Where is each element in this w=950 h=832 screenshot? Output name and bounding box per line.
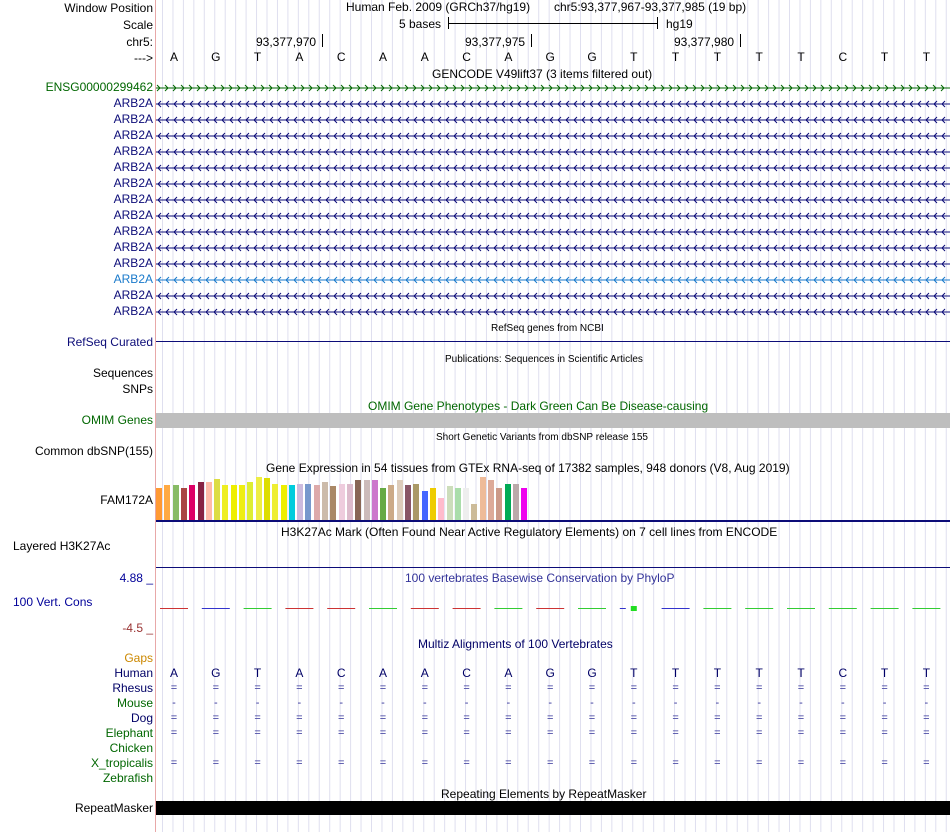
gtex-bar[interactable] bbox=[289, 485, 295, 521]
alignment-cell: = bbox=[463, 727, 470, 739]
alignment-cell: = bbox=[337, 727, 345, 739]
gtex-bar[interactable] bbox=[297, 484, 303, 521]
species-label-mouse[interactable]: Mouse bbox=[116, 696, 153, 710]
coord-tick-2 bbox=[531, 34, 532, 47]
alignment-cell: = bbox=[170, 757, 178, 769]
alignment-cell: = bbox=[630, 712, 638, 724]
phylop-mark bbox=[160, 608, 188, 609]
gtex-bar[interactable] bbox=[156, 488, 162, 521]
alignment-cell: = bbox=[672, 712, 679, 724]
gtex-bar[interactable] bbox=[339, 484, 345, 521]
gtex-bar[interactable] bbox=[422, 491, 428, 521]
gencode-label-arb2a[interactable]: ARB2A bbox=[113, 128, 153, 142]
phylop-mark bbox=[662, 608, 690, 609]
gtex-bar[interactable] bbox=[222, 485, 228, 521]
alignment-cell: = bbox=[672, 757, 679, 769]
gtex-gene-line bbox=[156, 520, 950, 522]
alignment-cell: = bbox=[296, 757, 303, 769]
phylop-track-label[interactable]: 100 Vert. Cons bbox=[13, 595, 93, 609]
gencode-label-arb2a[interactable]: ARB2A bbox=[113, 144, 153, 158]
coord-2: 93,377,975 bbox=[465, 35, 526, 49]
gtex-bar[interactable] bbox=[447, 486, 453, 521]
alignment-cell: T bbox=[671, 666, 680, 680]
gencode-label-arb2a[interactable]: ARB2A bbox=[113, 240, 153, 254]
alignment-cell: = bbox=[881, 682, 888, 694]
gtex-bar[interactable] bbox=[247, 482, 253, 521]
alignment-cell: = bbox=[170, 682, 178, 694]
alignment-cell: = bbox=[421, 727, 429, 739]
sequence-base: T bbox=[755, 50, 763, 64]
phylop-mark bbox=[411, 608, 439, 609]
omim-title: OMIM Gene Phenotypes - Dark Green Can Be Disease-causing bbox=[368, 399, 709, 413]
alignment-cell: = bbox=[505, 682, 512, 694]
alignment-cell: G bbox=[211, 666, 221, 680]
phylop-mark bbox=[745, 608, 773, 609]
alignment-cell: A bbox=[504, 666, 513, 680]
phylop-mark bbox=[787, 608, 815, 609]
alignment-cell: - bbox=[381, 697, 385, 709]
alignment-cell: T bbox=[630, 666, 638, 680]
refseq-track-label[interactable]: RefSeq Curated bbox=[66, 335, 153, 349]
gtex-bar[interactable] bbox=[164, 485, 170, 521]
omim-bar[interactable] bbox=[156, 413, 950, 428]
sequence-base: C bbox=[462, 50, 471, 64]
scale-text: 5 bases bbox=[399, 17, 442, 31]
phylop-max-label: 4.88 _ bbox=[119, 571, 153, 585]
gencode-label-arb2a[interactable]: ARB2A bbox=[113, 272, 153, 286]
phylop-mark bbox=[912, 608, 940, 609]
sequence-base: T bbox=[797, 50, 805, 64]
alignment-cell: = bbox=[923, 757, 930, 769]
alignment-cell: = bbox=[212, 712, 220, 724]
sequence-base: A bbox=[420, 50, 429, 64]
window-position-label: Window Position bbox=[64, 1, 153, 15]
gtex-bar[interactable] bbox=[198, 482, 204, 521]
alignment-cell: = bbox=[546, 757, 554, 769]
phylop-mark bbox=[871, 608, 899, 609]
alignment-cell: = bbox=[254, 712, 261, 724]
alignment-cell: = bbox=[588, 682, 596, 694]
alignment-cell: = bbox=[337, 682, 345, 694]
gencode-title: GENCODE V49lift37 (3 items filtered out) bbox=[432, 67, 653, 81]
publications-title: Publications: Sequences in Scientific Articles bbox=[445, 354, 643, 365]
alignment-cell: = bbox=[546, 727, 554, 739]
dbsnp-track-label[interactable]: Common dbSNP(155) bbox=[34, 444, 153, 458]
strand-label: ---> bbox=[134, 51, 153, 65]
species-label-elephant[interactable]: Elephant bbox=[105, 726, 153, 740]
alignment-cell: - bbox=[924, 697, 929, 709]
alignment-cell: = bbox=[505, 757, 512, 769]
alignment-cell: - bbox=[673, 697, 678, 709]
species-label-zebrafish[interactable]: Zebrafish bbox=[102, 771, 153, 785]
alignment-cell: = bbox=[755, 727, 763, 739]
alignment-cell: = bbox=[839, 682, 847, 694]
gtex-bar[interactable] bbox=[405, 485, 411, 521]
sequence-base: A bbox=[295, 50, 304, 64]
species-label-x_tropicalis[interactable]: X_tropicalis bbox=[90, 756, 153, 770]
gtex-bar[interactable] bbox=[388, 485, 394, 521]
refseq-title: RefSeq genes from NCBI bbox=[491, 323, 604, 334]
gtex-bar[interactable] bbox=[239, 485, 245, 521]
alignment-cell: = bbox=[379, 682, 387, 694]
phylop-mark bbox=[578, 608, 606, 609]
gtex-bar[interactable] bbox=[314, 485, 320, 521]
gencode-label-arb2a[interactable]: ARB2A bbox=[113, 224, 153, 238]
alignment-cell: = bbox=[546, 682, 554, 694]
gencode-track[interactable] bbox=[156, 80, 950, 320]
alignment-cell: A bbox=[420, 666, 429, 680]
phylop-mark bbox=[829, 608, 857, 609]
repeatmasker-track-label[interactable]: RepeatMasker bbox=[74, 801, 153, 815]
alignment-cell: - bbox=[506, 697, 511, 709]
sequence-base: G bbox=[211, 50, 221, 64]
alignment-cell: = bbox=[630, 757, 638, 769]
scale-db: hg19 bbox=[666, 17, 693, 31]
alignment-cell: = bbox=[421, 682, 429, 694]
alignment-cell: = bbox=[755, 757, 763, 769]
alignment-cell: - bbox=[297, 697, 302, 709]
alignment-cell: = bbox=[296, 712, 303, 724]
sequence-base: A bbox=[504, 50, 513, 64]
alignment-cell: - bbox=[840, 697, 845, 709]
phylop-mark bbox=[620, 608, 626, 609]
phylop-title: 100 vertebrates Basewise Conservation by PhyloP bbox=[405, 571, 675, 585]
gtex-bar[interactable] bbox=[206, 482, 212, 521]
alignment-cell: - bbox=[172, 697, 176, 709]
h3k27ac-baseline bbox=[156, 567, 950, 568]
gtex-bar[interactable] bbox=[438, 498, 444, 521]
alignment-cell: = bbox=[588, 727, 596, 739]
gencode-label-arb2a[interactable]: ARB2A bbox=[113, 208, 153, 222]
alignment-cell: = bbox=[714, 682, 721, 694]
alignment-cell: = bbox=[881, 727, 888, 739]
gtex-bar[interactable] bbox=[513, 484, 519, 521]
gtex-bar[interactable] bbox=[380, 488, 386, 521]
gtex-bar[interactable] bbox=[264, 478, 270, 521]
alignment-cell: - bbox=[631, 697, 636, 709]
alignment-cell: = bbox=[421, 712, 429, 724]
alignment-cell: = bbox=[170, 727, 178, 739]
multiz-title: Multiz Alignments of 100 Vertebrates bbox=[418, 637, 613, 651]
sequence-base: T bbox=[713, 50, 722, 64]
alignment-cell: = bbox=[714, 727, 721, 739]
snps-track-label[interactable]: SNPs bbox=[122, 382, 153, 396]
alignment-cell: = bbox=[505, 727, 512, 739]
sequence-base: T bbox=[253, 50, 262, 64]
gtex-bar[interactable] bbox=[181, 488, 187, 521]
gtex-bar[interactable] bbox=[397, 480, 403, 521]
phylop-mark bbox=[327, 608, 355, 609]
phylop-peak bbox=[631, 606, 637, 611]
gencode-label-arb2a[interactable]: ARB2A bbox=[113, 304, 153, 318]
gencode-label-arb2a[interactable]: ARB2A bbox=[113, 112, 153, 126]
alignment-cell: = bbox=[839, 757, 847, 769]
sequence-base: T bbox=[880, 50, 889, 64]
gtex-bar[interactable] bbox=[281, 485, 287, 521]
species-label-chicken[interactable]: Chicken bbox=[109, 741, 153, 755]
track-labels bbox=[0, 0, 155, 832]
alignment-cell: = bbox=[212, 682, 220, 694]
scale-label: Scale bbox=[122, 18, 153, 32]
alignment-cell: = bbox=[714, 712, 721, 724]
alignment-cell: = bbox=[212, 727, 220, 739]
alignment-cell: = bbox=[296, 727, 303, 739]
alignment-cell: = bbox=[421, 757, 429, 769]
alignment-cell: = bbox=[379, 757, 387, 769]
sequence-base: A bbox=[378, 50, 387, 64]
alignment-cell: = bbox=[296, 682, 303, 694]
phylop-mark bbox=[453, 608, 481, 609]
alignment-cell: - bbox=[590, 697, 594, 709]
alignment-cell: T bbox=[253, 666, 262, 680]
species-label-human[interactable]: Human bbox=[114, 666, 153, 680]
gtex-bar[interactable] bbox=[521, 488, 527, 521]
gtex-title: Gene Expression in 54 tissues from GTEx RNA-seq of 17382 samples, 948 donors (V8, Aug 2019) bbox=[266, 461, 790, 475]
repeatmasker-bar[interactable] bbox=[156, 801, 950, 815]
gtex-bar[interactable] bbox=[256, 477, 262, 521]
alignment-cell: = bbox=[923, 712, 930, 724]
gencode-label-arb2a[interactable]: ARB2A bbox=[113, 256, 153, 270]
sequence-row bbox=[156, 50, 950, 64]
gtex-bar[interactable] bbox=[364, 480, 370, 521]
alignment-cell: = bbox=[881, 712, 888, 724]
gtex-bar[interactable] bbox=[488, 480, 494, 521]
sequence-base: G bbox=[587, 50, 597, 64]
gtex-bar[interactable] bbox=[272, 484, 278, 521]
dbsnp-title: Short Genetic Variants from dbSNP release 155 bbox=[436, 432, 648, 443]
alignment-cell: - bbox=[715, 697, 720, 709]
alignment-cell: = bbox=[337, 712, 345, 724]
gtex-bar[interactable] bbox=[455, 488, 461, 521]
alignment-cell: = bbox=[379, 727, 387, 739]
phylop-mark bbox=[703, 608, 731, 609]
alignment-cell: = bbox=[923, 727, 930, 739]
alignment-cell: = bbox=[797, 727, 805, 739]
alignment-cell: = bbox=[463, 712, 470, 724]
alignment-cell: = bbox=[672, 727, 679, 739]
alignment-cell: = bbox=[839, 712, 847, 724]
gtex-bar[interactable] bbox=[347, 484, 353, 521]
species-label-rhesus[interactable]: Rhesus bbox=[112, 681, 153, 695]
gtex-bar[interactable] bbox=[372, 480, 378, 521]
gtex-bar[interactable] bbox=[496, 488, 502, 521]
sequence-base: C bbox=[336, 50, 346, 64]
alignment-cell: A bbox=[378, 666, 387, 680]
gtex-bar[interactable] bbox=[471, 504, 477, 521]
alignment-cell: - bbox=[799, 697, 803, 709]
phylop-track[interactable] bbox=[156, 602, 950, 622]
gtex-bar[interactable] bbox=[430, 488, 436, 521]
phylop-mark bbox=[285, 608, 313, 609]
gtex-bar[interactable] bbox=[214, 479, 220, 521]
gaps-label: Gaps bbox=[124, 651, 153, 665]
species-label-dog[interactable]: Dog bbox=[130, 711, 153, 725]
alignment-cell: - bbox=[422, 697, 427, 709]
alignment-cell: = bbox=[170, 712, 178, 724]
phylop-mark bbox=[202, 608, 230, 609]
alignment-cell: = bbox=[672, 682, 679, 694]
assembly-title: Human Feb. 2009 (GRCh37/hg19) bbox=[346, 0, 531, 14]
gencode-label-arb2a[interactable]: ARB2A bbox=[113, 96, 153, 110]
gtex-bar[interactable] bbox=[173, 485, 179, 521]
gencode-label-arb2a[interactable]: ARB2A bbox=[113, 160, 153, 174]
alignment-cell: = bbox=[212, 757, 220, 769]
alignment-cell: = bbox=[254, 757, 261, 769]
alignment-cell: = bbox=[839, 727, 847, 739]
alignment-cell: T bbox=[713, 666, 722, 680]
h3k27ac-title: H3K27Ac Mark (Often Found Near Active Regulatory Elements) on 7 cell lines from ENCODE bbox=[281, 525, 778, 539]
gtex-bar[interactable] bbox=[189, 485, 195, 521]
chrom-label: chr5: bbox=[126, 35, 153, 49]
alignment-cell: C bbox=[838, 666, 848, 680]
gtex-bar[interactable] bbox=[305, 484, 311, 521]
coord-tick-1 bbox=[322, 34, 323, 47]
gtex-bar[interactable] bbox=[413, 484, 419, 521]
alignment-cell: C bbox=[336, 666, 346, 680]
sequence-base: T bbox=[922, 50, 931, 64]
alignment-cell: - bbox=[882, 697, 887, 709]
alignment-cell: T bbox=[797, 666, 805, 680]
alignment-cell: T bbox=[755, 666, 763, 680]
h3k27ac-track-label[interactable]: Layered H3K27Ac bbox=[13, 539, 111, 553]
alignment-cell: = bbox=[379, 712, 387, 724]
coord-3: 93,377,980 bbox=[674, 35, 735, 49]
phylop-mark bbox=[494, 608, 522, 609]
alignment-cell: = bbox=[463, 682, 470, 694]
alignment-cell: = bbox=[505, 712, 512, 724]
alignment-cell: G bbox=[545, 666, 555, 680]
alignment-cell: - bbox=[213, 697, 218, 709]
sequence-base: T bbox=[671, 50, 680, 64]
alignment-cell: T bbox=[880, 666, 889, 680]
alignment-cell: = bbox=[254, 727, 261, 739]
sequence-base: C bbox=[838, 50, 848, 64]
gtex-bar-chart[interactable] bbox=[156, 474, 950, 521]
alignment-cell: A bbox=[169, 666, 178, 680]
omim-track-label[interactable]: OMIM Genes bbox=[81, 413, 153, 427]
alignment-cell: = bbox=[630, 682, 638, 694]
position-text: chr5:93,377,967-93,377,985 (19 bp) bbox=[554, 0, 747, 14]
phylop-min-label: -4.5 _ bbox=[122, 621, 153, 635]
alignment-cell: = bbox=[630, 727, 638, 739]
gencode-label-arb2a[interactable]: ARB2A bbox=[113, 176, 153, 190]
alignment-cell: = bbox=[546, 712, 554, 724]
refseq-gene-line[interactable] bbox=[156, 341, 950, 342]
alignment-cell: = bbox=[588, 757, 596, 769]
alignment-cell: T bbox=[922, 666, 931, 680]
gencode-label-arb2a[interactable]: ARB2A bbox=[113, 288, 153, 302]
alignment-cell: - bbox=[339, 697, 344, 709]
alignment-cell: = bbox=[797, 682, 805, 694]
alignment-cell: G bbox=[587, 666, 597, 680]
alignment-cell: - bbox=[757, 697, 762, 709]
phylop-mark bbox=[244, 608, 272, 609]
alignment-cell: = bbox=[463, 757, 470, 769]
phylop-mark bbox=[536, 608, 564, 609]
gtex-bar[interactable] bbox=[463, 488, 469, 521]
alignment-cell: = bbox=[588, 712, 596, 724]
gtex-track-label[interactable]: FAM172A bbox=[100, 493, 153, 507]
alignment-cell: = bbox=[714, 757, 721, 769]
sequences-track-label[interactable]: Sequences bbox=[92, 366, 153, 380]
alignment-cell: = bbox=[755, 712, 763, 724]
alignment-cell: = bbox=[797, 757, 805, 769]
coord-tick-3 bbox=[740, 34, 741, 47]
alignment-cell: C bbox=[462, 666, 471, 680]
gtex-bar[interactable] bbox=[355, 480, 361, 521]
gencode-label-arb2a[interactable]: ARB2A bbox=[113, 192, 153, 206]
coord-1: 93,377,970 bbox=[256, 35, 317, 49]
alignment-cell: - bbox=[464, 697, 469, 709]
alignment-cell: = bbox=[797, 712, 805, 724]
gencode-label-ensg[interactable]: ENSG00000299462 bbox=[45, 80, 153, 94]
gtex-bar[interactable] bbox=[231, 485, 237, 521]
sequence-base: A bbox=[169, 50, 178, 64]
gtex-bar[interactable] bbox=[480, 477, 486, 521]
sequence-base: G bbox=[545, 50, 555, 64]
alignment-cell: A bbox=[295, 666, 304, 680]
alignment-cell: = bbox=[881, 757, 888, 769]
gtex-bar[interactable] bbox=[322, 482, 328, 521]
repeatmasker-title: Repeating Elements by RepeatMasker bbox=[441, 787, 647, 801]
alignment-cell: = bbox=[755, 682, 763, 694]
alignment-cell: - bbox=[255, 697, 260, 709]
alignment-cell: = bbox=[923, 682, 930, 694]
gtex-bar[interactable] bbox=[330, 486, 336, 521]
scale-bar bbox=[448, 17, 658, 29]
alignment-cell: - bbox=[548, 697, 553, 709]
sequence-base: T bbox=[630, 50, 638, 64]
browser-image[interactable] bbox=[156, 0, 950, 832]
alignment-cell: = bbox=[337, 757, 345, 769]
phylop-mark bbox=[369, 608, 397, 609]
gtex-bar[interactable] bbox=[505, 484, 511, 521]
alignment-cell: = bbox=[254, 682, 261, 694]
